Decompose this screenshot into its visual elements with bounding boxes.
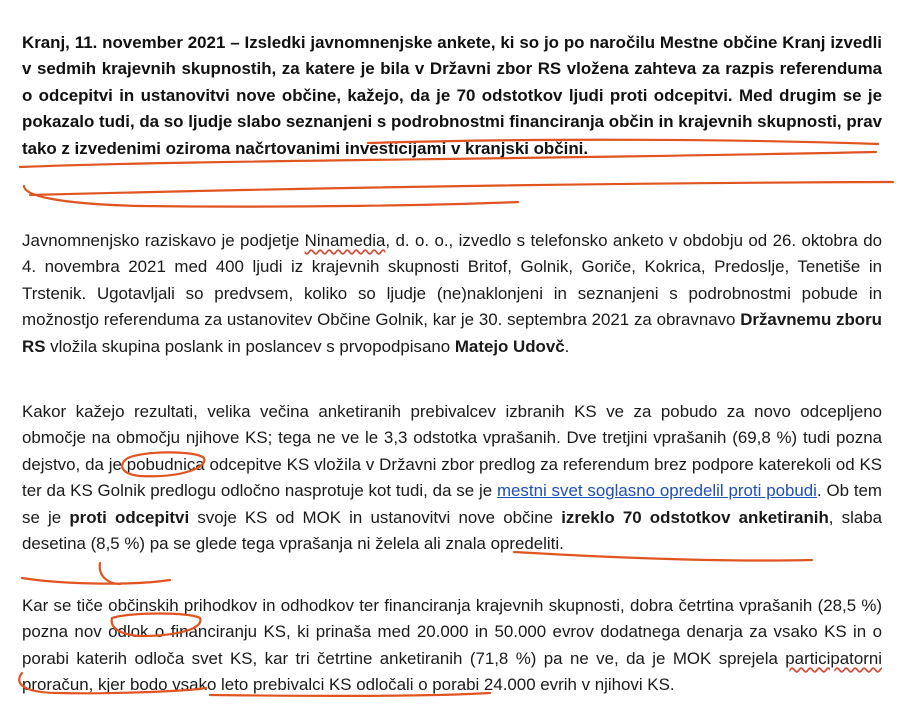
p2-bold-1: proti odcepitvi	[69, 507, 190, 527]
council-link[interactable]: mestni svet soglasno opredelil proti pobudi	[496, 481, 817, 501]
paragraph-finances	[22, 593, 882, 699]
ink-arc-8-5	[100, 563, 120, 584]
paragraph-results	[22, 399, 882, 557]
lead-paragraph	[22, 30, 882, 162]
p1-text-3: vložila skupina poslank in poslancev s prvopodpisano	[45, 336, 455, 356]
paragraph-survey-method	[22, 228, 882, 360]
p3-text-4: proračun, kjer bodo vsako leto prebivalci KS odločali o porabi 24.000 evrih v njihovi KS.	[22, 675, 675, 695]
p1-text-4: .	[564, 336, 570, 356]
p1-bold-1: Državnemu zboru RS	[22, 310, 883, 356]
p2-text-4: svoje KS od MOK in ustanovitvi nove občine	[189, 507, 562, 527]
p2-text-2: tudi pozna dejstvo, da je pobudnica odcepitve KS vložila v Državni zbor predlog za referendum brez podpore katerekoli od KS ter da KS Golnik predlogu odločno nasprotuje kot tudi, da se je	[22, 428, 882, 501]
p1-bold-2: Matejo Udovč	[454, 336, 565, 356]
ink-underline-lead-3	[30, 182, 893, 195]
p2-bold-2: izreklo 70 odstotkov anketiranih	[561, 507, 829, 527]
p2-text-1: Kakor kažejo rezultati, velika večina anketiranih prebivalcev izbranih KS ve za pobudo za novo odcepljeno območje na območju njihove KS; tega ne ve le 3,3 odstotka vprašanih. Dve tretjini vprašanih	[22, 402, 882, 448]
ink-curve-lead	[24, 186, 518, 207]
p3-text-2: pozna nov odlok o financiranju KS, ki prinaša med 20.000 in 50.000 evrov dodatnega denarja za vsako KS in o porabi katerih odloča svet KS, kar tri četrtine anketiranih	[22, 622, 882, 668]
p3-value-2: (71,8 %)	[469, 648, 537, 668]
p3-text-1: Kar se tiče občinskih prihodkov in odhodkov ter financiranja krajevnih skupnosti, dobra četrtina vprašanih	[22, 596, 818, 615]
p2-text-6: pa se glede tega vprašanja ni želela ali znala opredeliti.	[145, 534, 564, 554]
company-name: Ninamedia	[304, 231, 386, 250]
lead-text-1: Kranj, 11. november 2021 – Izsledki javnomnenjske ankete, ki so jo po naročilu Mestne občine Kranj izvedli v sedmih krajevnih skupnostih, za katere je bila v Državni zbor RS vložena zahteva za razpis referenduma o odcepitvi in ustanovitvi nove občine, kažejo, da je 70 odstotkov ljudi proti odcepitvi.	[22, 33, 882, 105]
p2-text-5: , slaba desetina	[22, 507, 883, 554]
p2-value-2: (8,5 %)	[90, 534, 146, 554]
p3-text-3: pa ne ve, da je MOK sprejela	[536, 648, 786, 668]
p2-value-1: (69,8 %)	[732, 428, 798, 448]
p2-text-3: . Ob tem se je	[22, 481, 882, 527]
lead-highlight-text: Med drugim se je pokazalo tudi, da so ljudje slabo seznanjeni s podrobnostmi financiranja občin in krajevnih skupnosti, prav tako z izvedenimi oziroma načrtovanimi investicijami v kranjski občini.	[22, 85, 882, 158]
ink-underline-desetina	[22, 578, 170, 584]
p1-text-2: , d. o. o., izvedlo s telefonsko anketo v obdobju od 26. oktobra do 4. novembra 2021 med 400 ljudi iz krajevnih skupnosti Britof, Golnik, Goriče, Kokrica, Predoslje, Tenetiše in Trstenik. Ugotavljali so predvsem, koliko so ljudje (ne)naklonjeni in seznanjeni s podrobnostmi pobude in možnostjo referenduma za ustanovitev Občine Golnik, kar je 30. septembra 2021 za obravnavo	[22, 231, 882, 330]
p3-value-1: (28,5 %)	[817, 596, 882, 615]
p3-word-participatorni: participatorni	[785, 648, 882, 668]
p1-text-1: Javnomnenjsko raziskavo je podjetje	[22, 231, 305, 250]
